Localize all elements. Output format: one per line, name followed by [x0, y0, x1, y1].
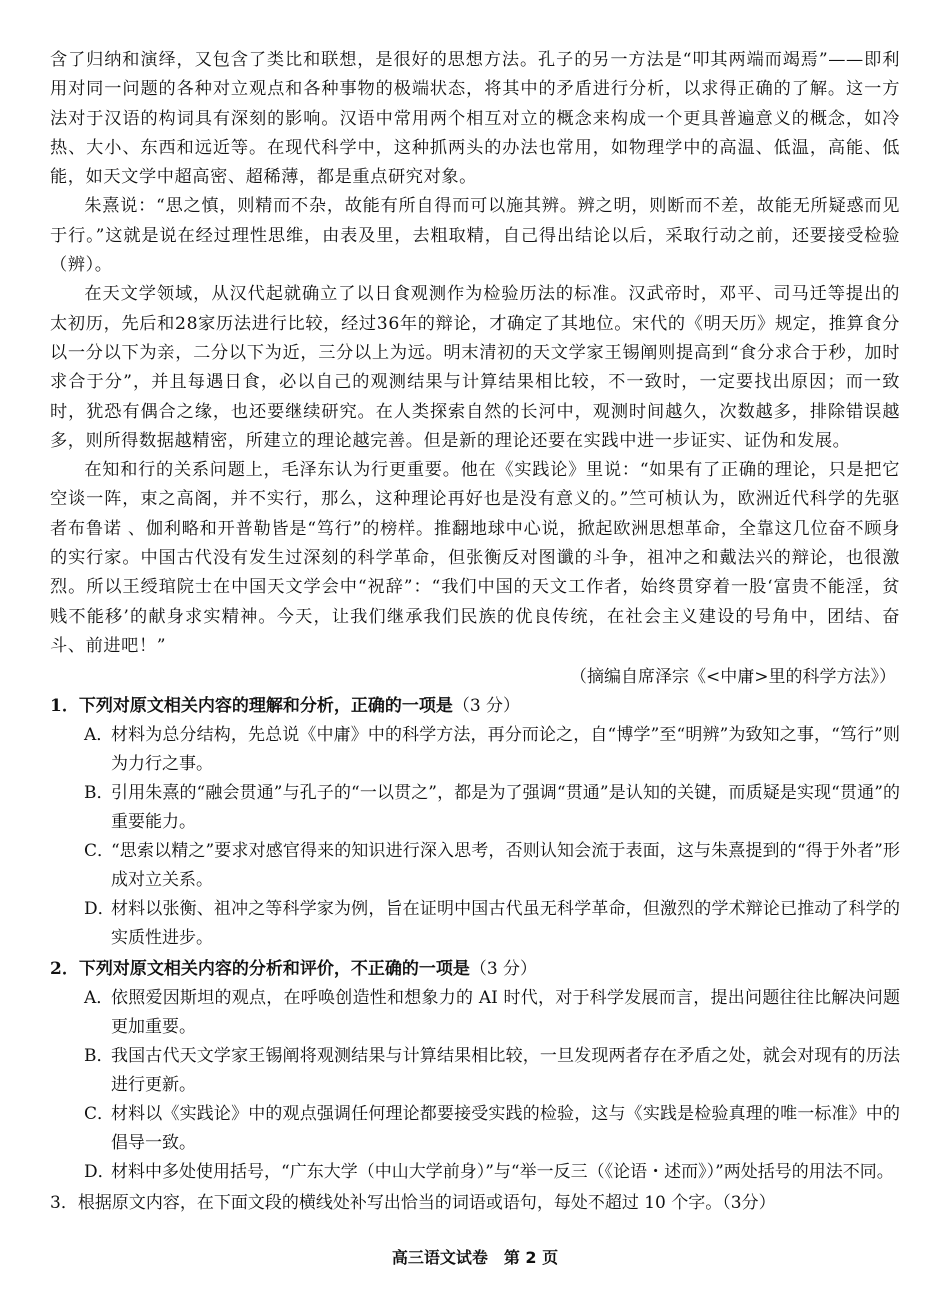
option-letter: A． — [84, 725, 114, 746]
passage-paragraph-2: 朱熹说：“思之慎，则精而不杂，故能有所自得而可以施其辨。辨之明，则断而不差，故能无所疑惑而见于行。”这就是说在经过理性思维，由表及里，去粗取精，自己得出结论以后，采取行动之前，还要接受检验（辨）。 — [50, 196, 900, 276]
question-2-option-d — [84, 1158, 900, 1187]
question-2-option-a — [84, 984, 900, 1042]
passage-paragraph-3: 在天文学领域，从汉代起就确立了以日食观测作为检验历法的标准。汉武帝时，邓平、司马迁等提出的太初历，先后和28家历法进行比较，经过36年的辩论，才确定了其地位。宋代的《明天历》规定，推算食分以一分以下为亲，二分以下为近，三分以上为远。明末清初的天文学家王锡阐则提高到“食分求合于秒，加时求合于分”，并且每遇日食，必以自己的观测结果与计算结果相比较，不一致时，一定要找出原因；而一致时，犹恐有偶合之缘，也还要继续研究。在人类探索自然的长河中，观测时间越久，次数越多，排除错误越多，则所得数据越精密，所建立的理论越完善。但是新的理论还要在实践中进一步证实、证伪和发展。 — [50, 284, 900, 451]
question-1-score: （3 分） — [452, 696, 521, 717]
option-letter: C． — [84, 841, 115, 862]
question-3-stem: 3．根据原文内容，在下面文段的横线处补写出恰当的词语或语句，每处不超过 10 个字。（3分） — [50, 1193, 776, 1214]
option-letter: D． — [84, 899, 115, 920]
question-2-text: 2．下列对原文相关内容的分析和评价，不正确的一项是 — [50, 959, 470, 980]
question-1-option-a — [84, 721, 900, 779]
option-letter: B． — [84, 783, 114, 804]
question-1-option-b — [84, 779, 900, 837]
question-2-option-b — [84, 1042, 900, 1100]
option-text: 我国古代天文学家王锡阐将观测结果与计算结果相比较，一旦发现两者存在矛盾之处，就会对现有的历法进行更新。 — [111, 1046, 900, 1096]
option-text: 材料以张衡、祖冲之等科学家为例，旨在证明中国古代虽无科学革命，但激烈的学术辩论已推动了科学的实质性进步。 — [111, 899, 900, 949]
option-letter: B． — [84, 1046, 114, 1067]
question-1-option-c — [84, 837, 900, 895]
question-2-option-c — [84, 1100, 900, 1158]
exam-content — [50, 46, 900, 1218]
question-1-option-d — [84, 895, 900, 953]
option-text: 引用朱熹的“融会贯通”与孔子的“一以贯之”，都是为了强调“贯通”是认知的关键，而质疑是实现“贯通”的重要能力。 — [111, 783, 900, 833]
question-1-stem — [50, 692, 900, 721]
question-1-text: 1．下列对原文相关内容的理解和分析，正确的一项是 — [50, 696, 453, 717]
question-2-stem — [50, 955, 900, 984]
option-text: “思索以精之”要求对感官得来的知识进行深入思考，否则认知会流于表面，这与朱熹提到的“得于外者”形成对立关系。 — [111, 841, 900, 891]
question-2 — [50, 955, 900, 1187]
question-1 — [50, 692, 900, 953]
page-footer: 高三语文试卷 第 2 页 — [391, 1248, 559, 1267]
question-2-score: （3 分） — [469, 959, 538, 980]
option-text: 材料为总分结构，先总说《中庸》中的科学方法，再分而论之，自“博学”至“明辨”为致知之事，“笃行”则为力行之事。 — [111, 725, 900, 775]
option-text: 材料中多处使用括号，“广东大学（中山大学前身）”与“举一反三（《论语・述而》）”两处括号的用法不同。 — [111, 1162, 894, 1183]
option-text: 材料以《实践论》中的观点强调任何理论都要接受实践的检验，这与《实践是检验真理的唯一标准》中的倡导一致。 — [111, 1104, 900, 1154]
passage-paragraph-4: 在知和行的关系问题上，毛泽东认为行更重要。他在《实践论》里说：“如果有了正确的理论，只是把它空谈一阵，束之高阁，并不实行，那么，这种理论再好也是没有意义的。”竺可桢认为，欧洲近代科学的先驱者布鲁诺 、伽利略和开普勒皆是“笃行”的榜样。推翻地球中心说，掀起欧洲思想革命，全靠这几位奋不顾身的实行家。中国古代没有发生过深刻的科学革命，但张衡反对图谶的斗争，祖冲之和戴法兴的辩论，也很激烈。所以王绶琯院士在中国天文学会中“祝辞”：“我们中国的天文工作者，始终贯穿着一股‘富贵不能淫，贫贱不能移’的献身求实精神。今天，让我们继承我们民族的优良传统，在社会主义建设的号角中，团结、奋斗、前进吧！” — [50, 460, 900, 656]
passage-paragraph-1: 含了归纳和演绎，又包含了类比和联想，是很好的思想方法。孔子的另一方法是“叩其两端而竭焉”——即利用对同一问题的各种对立观点和各种事物的极端状态，将其中的矛盾进行分析，以求得正确的了解。这一方法对于汉语的构词具有深刻的影响。汉语中常用两个相互对立的概念来构成一个更具普遍意义的概念，如冷热、大小、东西和远近等。在现代科学中，这种抓两头的办法也常用，如物理学中的高温、低温，高能、低能，如天文学中超高密、超稀薄，都是重点研究对象。 — [50, 50, 900, 188]
option-letter: A． — [84, 988, 114, 1009]
option-letter: D． — [84, 1162, 115, 1183]
source-citation: （摘编自席泽宗《<中庸>里的科学方法》） — [570, 667, 896, 688]
option-letter: C． — [84, 1104, 115, 1125]
option-text: 依照爱因斯坦的观点，在呼唤创造性和想象力的 AI 时代，对于科学发展而言，提出问题往往比解决问题更加重要。 — [111, 988, 900, 1038]
